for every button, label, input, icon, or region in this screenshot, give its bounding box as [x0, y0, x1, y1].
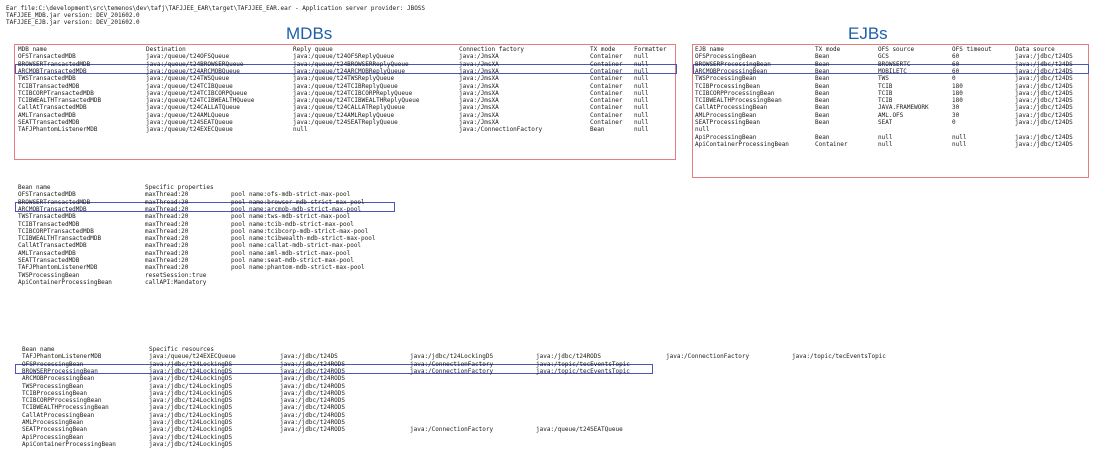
table-cell: maxThread:20 — [145, 198, 189, 206]
table-cell: java:/ConnectionFactory — [666, 353, 750, 361]
column-header: Destination — [146, 46, 186, 53]
table-cell: TCIBWEALTHTransactedMDB — [18, 235, 102, 243]
mdbs-title: MDBs — [286, 24, 333, 43]
table-cell: java:/jdbc/t24LockingDS — [149, 382, 233, 390]
table-cell: maxThread:20 — [145, 191, 189, 199]
table-cell: CallAtProcessingBean — [695, 104, 768, 112]
table-cell: java:/queue/t24TCIBCORPQueue — [146, 89, 248, 97]
table-cell: java:/jdbc/t24RODS — [280, 382, 346, 390]
table-cell: java:/queue/t24EXECQueue — [146, 126, 233, 134]
column-header: Formatter — [634, 46, 667, 53]
table-cell: TWSProcessingBean — [22, 382, 84, 390]
table-cell: SEAT — [878, 119, 893, 126]
table-cell: Container — [590, 104, 623, 112]
table-cell: Container — [590, 53, 623, 61]
table-cell: Bean — [815, 53, 830, 61]
table-cell: ARCMOBTransactedMDB — [18, 67, 87, 75]
table-cell: CallAtProcessingBean — [22, 411, 95, 419]
table-cell: null — [293, 126, 308, 134]
table-cell: java:/queue/t24AMLQueue — [146, 111, 230, 119]
table-cell: Bean — [815, 82, 830, 90]
table-cell: pool name:arcmob-mdb-strict-max-pool — [231, 205, 362, 213]
table-cell: java:/jdbc/t24RODS — [280, 367, 346, 375]
table-cell: java:/queue/t24TCIBWEALTHQueue — [146, 97, 255, 105]
mdb-jar-version: TAFJJEE_MDB.jar version: DEV_201602.0 — [6, 12, 140, 19]
table-cell: null — [878, 133, 893, 141]
table-cell: java:/JmsXA — [459, 119, 499, 126]
table-cell: ApiContainerProcessingBean — [695, 140, 789, 148]
table-cell: pool name:aml-mdb-strict-max-pool — [231, 249, 351, 257]
table-cell: maxThread:20 — [145, 264, 189, 272]
table-cell: Container — [590, 89, 623, 97]
table-cell: maxThread:20 — [145, 213, 189, 221]
table-cell: TWSTransactedMDB — [18, 75, 76, 83]
table-cell: BROWSERTransactedMDB — [18, 198, 91, 206]
column-header: Reply queue — [293, 46, 333, 53]
column-header: Bean name — [22, 346, 55, 353]
table-cell: 0 — [952, 75, 956, 83]
table-cell: null — [634, 67, 649, 75]
table-cell: TCIBProcessingBean — [22, 389, 88, 397]
table-cell: Bean — [815, 89, 830, 97]
table-cell: TCIBCORPProcessingBean — [695, 89, 775, 97]
table-cell: java:/jdbc/t24LockingDS — [149, 389, 233, 397]
table-cell: 30 — [952, 104, 960, 112]
table-cell: null — [634, 111, 649, 119]
table-cell: java:/jdbc/t24RODS — [280, 360, 346, 368]
table-cell: pool name:tcibcorp-mdb-strict-max-pool — [231, 227, 369, 235]
table-cell: java:/queue/t24AMLReplyQueue — [293, 111, 395, 119]
table-cell: java:/JmsXA — [459, 75, 499, 83]
column-header: TX mode — [815, 46, 841, 53]
table-cell: OFSProcessingBean — [22, 360, 84, 368]
table-cell: 60 — [952, 60, 960, 68]
table-cell: java:/jdbc/t24DS — [1015, 67, 1073, 75]
table-cell: java:/queue/t24SEATReplyQueue — [293, 119, 398, 126]
table-cell: java:/queue/t24TCIBWEALTHReplyQueue — [293, 97, 420, 105]
table-cell: maxThread:20 — [145, 242, 189, 250]
column-header: OFS timeout — [952, 46, 992, 53]
table-cell: java:/queue/t24BROWSERQueue — [146, 60, 244, 68]
table-cell: java:/JmsXA — [459, 82, 499, 90]
table-cell: java:/queue/t24OFSQueue — [146, 53, 230, 61]
table-cell: java:/JmsXA — [459, 97, 499, 105]
column-header: Bean name — [18, 184, 51, 191]
table-cell: null — [634, 89, 649, 97]
table-cell: Container — [590, 111, 623, 119]
table-cell: BROWSERProcessingBean — [695, 60, 771, 68]
table-cell: TAFJPhantomListenerMDB — [18, 264, 98, 272]
table-cell: BROWSERProcessingBean — [22, 367, 98, 375]
table-cell: TCIBWEALTHProcessingBean — [695, 97, 782, 105]
table-cell: AMLTransactedMDB — [18, 111, 76, 119]
table-cell: Bean — [815, 67, 830, 75]
table-cell: java:/JmsXA — [459, 53, 499, 61]
table-cell: CallAtTransactedMDB — [18, 104, 87, 112]
table-cell: java:/queue/t24CALLATReplyQueue — [293, 104, 405, 112]
table-cell: CallAtTransactedMDB — [18, 242, 87, 250]
table-cell: Container — [590, 82, 623, 90]
table-cell: java:/jdbc/t24LockingDS — [410, 353, 494, 361]
table-cell: java:/queue/t24TCIBQueue — [146, 82, 233, 90]
table-cell: java:/ConnectionFactory — [410, 426, 494, 434]
table-cell: TCIBCORPProcessingBean — [22, 397, 102, 405]
table-cell: pool name:browser-mdb-strict-max-pool — [231, 198, 365, 206]
table-cell: Container — [590, 119, 623, 126]
table-cell: TCIBTransactedMDB — [18, 82, 80, 90]
table-cell: TCIBTransactedMDB — [18, 220, 80, 228]
table-cell: Bean — [590, 126, 605, 134]
table-cell: TCIB — [878, 97, 893, 105]
table-cell: ApiContainerProcessingBean — [18, 278, 112, 286]
table-cell: TWS — [878, 75, 889, 83]
table-cell: ApiProcessingBean — [695, 133, 757, 141]
table-cell: java:/jdbc/t24RODS — [280, 419, 346, 426]
table-cell: maxThread:20 — [145, 205, 189, 213]
table-cell: JAVA.FRAMEWORK — [878, 104, 929, 112]
column-header: OFS source — [878, 46, 915, 53]
table-cell: 180 — [952, 89, 963, 97]
table-cell: java:/ConnectionFactory — [459, 126, 543, 134]
table-cell: GCS — [878, 53, 889, 61]
table-cell: ARCMOBProcessingBean — [695, 67, 768, 75]
table-cell: maxThread:20 — [145, 249, 189, 257]
table-cell: 60 — [952, 53, 960, 61]
table-cell: 180 — [952, 97, 963, 105]
table-cell: TWSTransactedMDB — [18, 213, 76, 221]
table-cell: java:/jdbc/t24LockingDS — [149, 433, 233, 441]
table-cell: 30 — [952, 111, 960, 119]
table-cell: java:/jdbc/t24DS — [1015, 133, 1073, 141]
table-cell: java:/queue/t24EXECQueue — [149, 353, 236, 361]
table-cell: TAFJPhantomListenerMDB — [18, 126, 98, 134]
table-cell: java:/jdbc/t24RODS — [280, 389, 346, 397]
table-cell: java:/jdbc/t24DS — [1015, 89, 1073, 97]
table-cell: java:/jdbc/t24LockingDS — [149, 419, 233, 426]
table-cell: null — [695, 126, 710, 134]
table-cell: pool name:tws-mdb-strict-max-pool — [231, 213, 351, 221]
table-cell: MOBILETC — [878, 67, 907, 75]
column-header: MDB name — [18, 46, 47, 53]
table-cell: resetSession:true — [145, 271, 207, 279]
column-header: EJB name — [695, 46, 724, 53]
column-header: Data source — [1015, 46, 1055, 53]
table-cell: java:/jdbc/t24LockingDS — [149, 397, 233, 405]
table-cell: TWSProcessingBean — [695, 75, 757, 83]
table-cell: java:/jdbc/t24LockingDS — [149, 375, 233, 383]
table-cell: 0 — [952, 119, 956, 126]
table-cell: Container — [590, 97, 623, 105]
table-cell: AML.OFS — [878, 111, 904, 119]
table-cell: pool name:ofs-mdb-strict-max-pool — [231, 191, 351, 199]
table-cell: BROWSERTC — [878, 60, 911, 68]
table-cell: SEATTransactedMDB — [18, 119, 80, 126]
table-cell: java:/queue/t24CALLATQueue — [146, 104, 240, 112]
table-cell: 180 — [952, 82, 963, 90]
table-cell: maxThread:20 — [145, 257, 189, 264]
column-header: Specific resources — [149, 346, 215, 353]
table-cell: java:/queue/t24TWSReplyQueue — [293, 75, 395, 83]
table-cell: java:/jdbc/t24DS — [1015, 82, 1073, 90]
table-cell: null — [952, 133, 967, 141]
table-cell: java:/jdbc/t24DS — [1015, 60, 1073, 68]
table-cell: callAPI:Mandatory — [145, 278, 207, 286]
table-cell: pool name:phantom-mdb-strict-max-pool — [231, 264, 365, 272]
table-cell: ApiProcessingBean — [22, 433, 84, 441]
table-cell: java:/JmsXA — [459, 89, 499, 97]
table-cell: null — [634, 75, 649, 83]
table-cell: TAFJPhantomListenerMDB — [22, 353, 102, 361]
table-cell: OFSTransactedMDB — [18, 191, 76, 199]
table-cell: maxThread:20 — [145, 220, 189, 228]
table-cell: java:/jdbc/t24LockingDS — [149, 411, 233, 419]
table-cell: java:/JmsXA — [459, 104, 499, 112]
table-cell: BROWSERTransactedMDB — [18, 60, 91, 68]
table-cell: java:/jdbc/t24DS — [1015, 119, 1073, 126]
table-cell: java:/ConnectionFactory — [410, 367, 494, 375]
table-cell: TCIB — [878, 89, 893, 97]
ejb-jar-version: TAFJJEE_EJB.jar version: DEV_201602.0 — [6, 19, 140, 26]
table-cell: java:/queue/t24TCIBCORPReplyQueue — [293, 89, 413, 97]
column-header: Connection factory — [459, 46, 525, 53]
table-cell: java:/queue/t24ARCMOBQueue — [146, 67, 240, 75]
table-cell: java:/jdbc/t24RODS — [280, 375, 346, 383]
table-cell: TWSProcessingBean — [18, 271, 80, 279]
table-cell: Container — [590, 75, 623, 83]
table-cell: java:/queue/t24ARCMOBReplyQueue — [293, 67, 405, 75]
table-cell: java:/jdbc/t24DS — [1015, 104, 1073, 112]
table-cell: Bean — [815, 75, 830, 83]
table-cell: null — [634, 82, 649, 90]
table-cell: java:/jdbc/t24RODS — [536, 353, 602, 361]
table-cell: Container — [590, 67, 623, 75]
table-cell: TCIBProcessingBean — [695, 82, 761, 90]
table-cell: java:/jdbc/t24RODS — [280, 426, 346, 434]
table-cell: Container — [590, 60, 623, 68]
table-cell: java:/jdbc/t24LockingDS — [149, 360, 233, 368]
table-cell: java:/queue/t24SEATQueue — [536, 426, 623, 434]
table-cell: null — [634, 119, 649, 126]
table-cell: Bean — [815, 133, 830, 141]
table-cell: java:/jdbc/t24DS — [1015, 75, 1073, 83]
table-cell: AMLProcessingBean — [695, 111, 757, 119]
table-cell: ApiContainerProcessingBean — [22, 440, 116, 448]
table-cell: java:/ConnectionFactory — [410, 360, 494, 368]
table-cell: maxThread:20 — [145, 235, 189, 243]
table-cell: null — [634, 126, 649, 134]
table-cell: TCIB — [878, 82, 893, 90]
table-cell: null — [634, 60, 649, 68]
table-cell: pool name:tcibwealth-mdb-strict-max-pool — [231, 235, 376, 243]
table-cell: java:/JmsXA — [459, 67, 499, 75]
table-cell: java:/jdbc/t24LockingDS — [149, 440, 233, 448]
table-cell: Bean — [815, 111, 830, 119]
table-cell: OFSProcessingBean — [695, 53, 757, 61]
table-cell: java:/jdbc/t24LockingDS — [149, 367, 233, 375]
table-cell: java:/queue/t24TCIBReplyQueue — [293, 82, 398, 90]
column-header: Specific properties — [145, 184, 214, 191]
table-cell: java:/jdbc/t24DS — [280, 353, 338, 361]
table-cell: java:/jdbc/t24RODS — [280, 397, 346, 405]
table-cell: TCIBWEALTHTransactedMDB — [18, 97, 102, 105]
table-cell: null — [634, 104, 649, 112]
table-cell: java:/jdbc/t24RODS — [280, 411, 346, 419]
table-cell: SEATProcessingBean — [22, 426, 88, 434]
table-cell: AMLProcessingBean — [22, 419, 84, 426]
table-cell: java:/topic/tecEventsTopic — [792, 353, 886, 361]
table-cell: java:/topic/tecEventsTopic — [536, 367, 630, 375]
table-cell: null — [878, 140, 893, 148]
table-cell: java:/jdbc/t24DS — [1015, 53, 1073, 61]
table-cell: pool name:callat-mdb-strict-max-pool — [231, 242, 362, 250]
table-cell: TCIBWEALTHProcessingBean — [22, 404, 109, 412]
table-cell: Bean — [815, 119, 830, 126]
table-cell: TCIBCORPTransactedMDB — [18, 89, 94, 97]
column-header: TX mode — [590, 46, 616, 53]
table-cell: java:/queue/t24SEATQueue — [146, 119, 233, 126]
table-cell: java:/jdbc/t24DS — [1015, 97, 1073, 105]
table-cell: null — [952, 140, 967, 148]
table-cell: java:/queue/t24BROWSERReplyQueue — [293, 60, 409, 68]
ear-file-line: Ear file:C:\development\src\temenos\dev\tafj\TAFJJEE_EAR\target\TAFJJEE_EAR.ear - Application server provider: JBOSS — [6, 5, 426, 12]
ejbs-title: EJBs — [848, 24, 888, 43]
table-cell: OFSTransactedMDB — [18, 53, 76, 61]
table-cell: java:/JmsXA — [459, 60, 499, 68]
table-cell: ARCMOBTransactedMDB — [18, 205, 87, 213]
table-cell: java:/jdbc/t24LockingDS — [149, 404, 233, 412]
table-cell: null — [634, 53, 649, 61]
table-cell: 60 — [952, 67, 960, 75]
table-cell: java:/queue/t24TWSQueue — [146, 75, 230, 83]
table-cell: Container — [815, 140, 848, 148]
table-cell: null — [634, 97, 649, 105]
table-cell: java:/jdbc/t24LockingDS — [149, 426, 233, 434]
table-cell: TCIBCORPTransactedMDB — [18, 227, 94, 235]
table-cell: maxThread:20 — [145, 227, 189, 235]
table-cell: java:/topic/tecEventsTopic — [536, 360, 630, 368]
table-cell: java:/jdbc/t24DS — [1015, 140, 1073, 148]
table-cell: SEATProcessingBean — [695, 119, 761, 126]
table-cell: java:/jdbc/t24RODS — [280, 404, 346, 412]
table-cell: AMLTransactedMDB — [18, 249, 76, 257]
table-cell: ARCMOBProcessingBean — [22, 375, 95, 383]
table-cell: Bean — [815, 104, 830, 112]
table-cell: java:/jdbc/t24DS — [1015, 111, 1073, 119]
table-cell: pool name:seat-mdb-strict-max-pool — [231, 257, 354, 264]
table-cell: Bean — [815, 97, 830, 105]
table-cell: SEATTransactedMDB — [18, 257, 80, 264]
table-cell: java:/JmsXA — [459, 111, 499, 119]
table-cell: pool name:tcib-mdb-strict-max-pool — [231, 220, 354, 228]
table-cell: Bean — [815, 60, 830, 68]
table-cell: java:/queue/t24OFSReplyQueue — [293, 53, 395, 61]
